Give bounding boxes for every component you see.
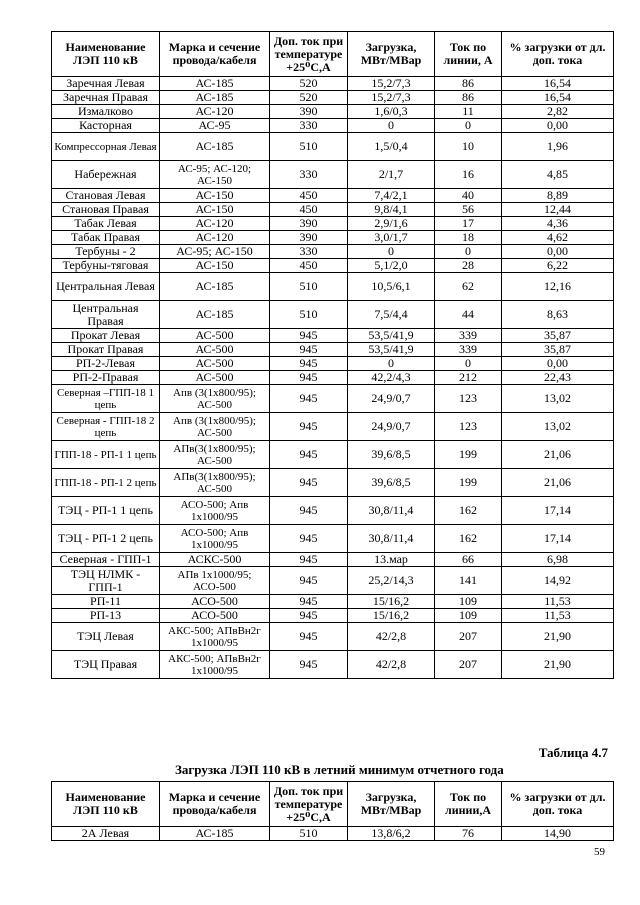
- cell-line-current: 162: [435, 497, 502, 525]
- cell-load: 5,1/2,0: [348, 259, 435, 273]
- cell-line-current: 0: [435, 119, 502, 133]
- cell-load-percent: 22,43: [502, 371, 614, 385]
- cell-allowed-current: 520: [270, 77, 348, 91]
- cell-name: Набережная: [52, 161, 160, 189]
- table-row: [52, 595, 614, 609]
- table-row: [52, 623, 614, 651]
- cell-wire: АС-500: [160, 343, 270, 357]
- cell-load: 24,9/0,7: [348, 385, 435, 413]
- table-row: [52, 301, 614, 329]
- cell-wire: АС-150: [160, 259, 270, 273]
- col-header-load: Загрузка, МВт/МВар: [348, 32, 435, 77]
- cell-wire: АС-150: [160, 189, 270, 203]
- table-row: [52, 357, 614, 371]
- cell-load-percent: 6,98: [502, 553, 614, 567]
- cell-name: Становая Правая: [52, 203, 160, 217]
- cell-load-percent: 35,87: [502, 329, 614, 343]
- cell-load: 30,8/11,4: [348, 525, 435, 553]
- cell-line-current: 141: [435, 567, 502, 595]
- cell-name: Прокат Левая: [52, 329, 160, 343]
- cell-name: Становая Левая: [52, 189, 160, 203]
- table-row: [52, 217, 614, 231]
- cell-allowed-current: 945: [270, 567, 348, 595]
- table-row: [52, 105, 614, 119]
- col-header-line-current: Ток по линии, А: [435, 32, 502, 77]
- table-row: [52, 231, 614, 245]
- cell-load-percent: 14,90: [502, 827, 614, 841]
- cell-load-percent: 2,82: [502, 105, 614, 119]
- cell-load-percent: 16,54: [502, 77, 614, 91]
- cell-line-current: 28: [435, 259, 502, 273]
- col-header-wire: Марка и сечение провода/кабеля: [160, 32, 270, 77]
- cell-line-current: 76: [435, 827, 502, 841]
- cell-wire: АСО-500; Апв 1х1000/95: [160, 525, 270, 553]
- cell-allowed-current: 390: [270, 231, 348, 245]
- cell-line-current: 44: [435, 301, 502, 329]
- cell-allowed-current: 945: [270, 329, 348, 343]
- table-row: [52, 119, 614, 133]
- cell-load-percent: 0,00: [502, 245, 614, 259]
- cell-load-percent: 16,54: [502, 91, 614, 105]
- cell-load: 13.мар: [348, 553, 435, 567]
- cell-load-percent: 1,96: [502, 133, 614, 161]
- cell-load-percent: 17,14: [502, 497, 614, 525]
- cell-load: 53,5/41,9: [348, 329, 435, 343]
- cell-allowed-current: 945: [270, 595, 348, 609]
- table-row: [52, 469, 614, 497]
- cell-load-percent: 6,22: [502, 259, 614, 273]
- cell-load-percent: 4,85: [502, 161, 614, 189]
- cell-wire: АСО-500: [160, 609, 270, 623]
- cell-load: 39,6/8,5: [348, 469, 435, 497]
- cell-wire: Апв (3(1х800/95); АС-500: [160, 385, 270, 413]
- cell-load: 0: [348, 119, 435, 133]
- table-row: [52, 553, 614, 567]
- cell-line-current: 11: [435, 105, 502, 119]
- cell-load: 25,2/14,3: [348, 567, 435, 595]
- cell-line-current: 62: [435, 273, 502, 301]
- cell-allowed-current: 510: [270, 827, 348, 841]
- cell-wire: АС-500: [160, 371, 270, 385]
- cell-allowed-current: 330: [270, 161, 348, 189]
- cell-allowed-current: 520: [270, 91, 348, 105]
- col-header-allowed-current: Доп. ток при температуре +25⁰С,А: [270, 782, 348, 827]
- cell-line-current: 10: [435, 133, 502, 161]
- table-title: Загрузка ЛЭП 110 кВ в летний минимум отчетного года: [175, 762, 504, 777]
- cell-allowed-current: 945: [270, 469, 348, 497]
- cell-allowed-current: 390: [270, 217, 348, 231]
- cell-name: 2А Левая: [52, 827, 160, 841]
- table-header-row: [52, 32, 614, 77]
- table-row: [52, 371, 614, 385]
- cell-name: Измалково: [52, 105, 160, 119]
- cell-load-percent: 13,02: [502, 385, 614, 413]
- cell-line-current: 123: [435, 413, 502, 441]
- table-row: [52, 827, 614, 841]
- cell-wire: АКС-500; АПвВн2г 1х1000/95: [160, 651, 270, 679]
- cell-load: 42/2,8: [348, 651, 435, 679]
- cell-wire: Апв (3(1х800/95); АС-500: [160, 413, 270, 441]
- cell-wire: АС-185: [160, 301, 270, 329]
- cell-name: ГПП-18 - РП-1 2 цепь: [52, 469, 160, 497]
- table-header-row: [52, 782, 614, 827]
- cell-load: 42,2/4,3: [348, 371, 435, 385]
- cell-line-current: 109: [435, 609, 502, 623]
- cell-load-percent: 4,36: [502, 217, 614, 231]
- cell-load-percent: 13,02: [502, 413, 614, 441]
- table-row: [52, 385, 614, 413]
- cell-load-percent: 21,90: [502, 623, 614, 651]
- cell-line-current: 162: [435, 525, 502, 553]
- cell-wire: АС-120: [160, 105, 270, 119]
- table-row: [52, 161, 614, 189]
- table-row: [52, 567, 614, 595]
- cell-load-percent: 35,87: [502, 343, 614, 357]
- col-header-load-percent: % загрузки от дл. доп. тока: [502, 32, 614, 77]
- cell-load-percent: 8,63: [502, 301, 614, 329]
- cell-line-current: 18: [435, 231, 502, 245]
- cell-name: Табак Правая: [52, 231, 160, 245]
- cell-line-current: 86: [435, 91, 502, 105]
- cell-allowed-current: 330: [270, 119, 348, 133]
- col-header-name: Наименование ЛЭП 110 кВ: [52, 782, 160, 827]
- cell-load: 0: [348, 245, 435, 259]
- table-row: [52, 343, 614, 357]
- cell-wire: АС-120: [160, 231, 270, 245]
- cell-wire: АС-185: [160, 91, 270, 105]
- cell-line-current: 16: [435, 161, 502, 189]
- cell-name: Центральная Левая: [52, 273, 160, 301]
- cell-allowed-current: 945: [270, 357, 348, 371]
- cell-wire: АПв 1х1000/95; АСО-500: [160, 567, 270, 595]
- cell-line-current: 207: [435, 623, 502, 651]
- cell-name: Компрессорная Левая: [52, 133, 160, 161]
- cell-line-current: 123: [435, 385, 502, 413]
- cell-wire: АПв(3(1х800/95); АС-500: [160, 469, 270, 497]
- cell-name: ТЭЦ Правая: [52, 651, 160, 679]
- cell-load: 53,5/41,9: [348, 343, 435, 357]
- cell-line-current: 339: [435, 343, 502, 357]
- cell-line-current: 0: [435, 357, 502, 371]
- cell-line-current: 17: [435, 217, 502, 231]
- table-row: [52, 77, 614, 91]
- cell-load: 1,5/0,4: [348, 133, 435, 161]
- cell-line-current: 199: [435, 469, 502, 497]
- cell-line-current: 199: [435, 441, 502, 469]
- table-label: Таблица 4.7: [538, 745, 608, 760]
- table-row: [52, 259, 614, 273]
- cell-wire: АС-185: [160, 827, 270, 841]
- cell-name: ТЭЦ - РП-1 2 цепь: [52, 525, 160, 553]
- cell-allowed-current: 945: [270, 609, 348, 623]
- col-header-line-current: Ток по линии,А: [435, 782, 502, 827]
- cell-name: Тербуны-тяговая: [52, 259, 160, 273]
- cell-line-current: 207: [435, 651, 502, 679]
- cell-name: Северная - ГПП-1: [52, 553, 160, 567]
- col-header-load: Загрузка, МВт/МВар: [348, 782, 435, 827]
- cell-wire: АС-185: [160, 77, 270, 91]
- cell-wire: АС-185: [160, 273, 270, 301]
- cell-allowed-current: 945: [270, 385, 348, 413]
- cell-name: Тербуны - 2: [52, 245, 160, 259]
- cell-line-current: 109: [435, 595, 502, 609]
- table-row: [52, 609, 614, 623]
- cell-name: ГПП-18 - РП-1 1 цепь: [52, 441, 160, 469]
- cell-load: 15/16,2: [348, 595, 435, 609]
- cell-load-percent: 8,89: [502, 189, 614, 203]
- cell-name: ТЭЦ - РП-1 1 цепь: [52, 497, 160, 525]
- cell-load: 9,8/4,1: [348, 203, 435, 217]
- cell-name: Заречная Левая: [52, 77, 160, 91]
- cell-load: 15,2/7,3: [348, 91, 435, 105]
- table-row: [52, 651, 614, 679]
- cell-allowed-current: 390: [270, 105, 348, 119]
- cell-load-percent: 21,90: [502, 651, 614, 679]
- table-row: [52, 497, 614, 525]
- cell-allowed-current: 945: [270, 623, 348, 651]
- cell-name: РП-2-Левая: [52, 357, 160, 371]
- cell-load-percent: 14,92: [502, 567, 614, 595]
- cell-wire: АСО-500; Апв 1х1000/95: [160, 497, 270, 525]
- cell-allowed-current: 510: [270, 301, 348, 329]
- cell-load-percent: 11,53: [502, 609, 614, 623]
- cell-wire: АС-95; АС-120; АС-150: [160, 161, 270, 189]
- cell-load: 15,2/7,3: [348, 77, 435, 91]
- table-row: [52, 441, 614, 469]
- cell-load-percent: 0,00: [502, 357, 614, 371]
- cell-load: 2,9/1,6: [348, 217, 435, 231]
- cell-line-current: 40: [435, 189, 502, 203]
- cell-wire: АСО-500: [160, 595, 270, 609]
- cell-allowed-current: 945: [270, 441, 348, 469]
- cell-allowed-current: 945: [270, 413, 348, 441]
- cell-name: РП-11: [52, 595, 160, 609]
- col-header-wire: Марка и сечение провода/кабеля: [160, 782, 270, 827]
- cell-wire: АПв(3(1х800/95); АС-500: [160, 441, 270, 469]
- cell-line-current: 86: [435, 77, 502, 91]
- load-table-summer: [51, 781, 614, 841]
- cell-wire: АС-95; АС-150: [160, 245, 270, 259]
- cell-load-percent: 11,53: [502, 595, 614, 609]
- cell-load-percent: 21,06: [502, 441, 614, 469]
- cell-allowed-current: 450: [270, 203, 348, 217]
- cell-wire: АС-150: [160, 203, 270, 217]
- cell-load: 24,9/0,7: [348, 413, 435, 441]
- cell-load: 7,4/2,1: [348, 189, 435, 203]
- cell-line-current: 0: [435, 245, 502, 259]
- table-row: [52, 245, 614, 259]
- cell-wire: АСКС-500: [160, 553, 270, 567]
- cell-allowed-current: 945: [270, 371, 348, 385]
- cell-allowed-current: 945: [270, 525, 348, 553]
- cell-load-percent: 12,16: [502, 273, 614, 301]
- table-row: [52, 273, 614, 301]
- cell-wire: АС-500: [160, 357, 270, 371]
- table-row: [52, 133, 614, 161]
- cell-load: 39,6/8,5: [348, 441, 435, 469]
- cell-load-percent: 17,14: [502, 525, 614, 553]
- cell-load: 30,8/11,4: [348, 497, 435, 525]
- col-header-name: Наименование ЛЭП 110 кВ: [52, 32, 160, 77]
- cell-load-percent: 4,62: [502, 231, 614, 245]
- cell-name: Табак Левая: [52, 217, 160, 231]
- cell-load: 15/16,2: [348, 609, 435, 623]
- cell-load: 7,5/4,4: [348, 301, 435, 329]
- cell-load-percent: 21,06: [502, 469, 614, 497]
- cell-allowed-current: 450: [270, 259, 348, 273]
- cell-allowed-current: 945: [270, 343, 348, 357]
- cell-name: Северная –ГПП-18 1 цепь: [52, 385, 160, 413]
- table-row: [52, 525, 614, 553]
- col-header-allowed-current: Доп. ток при температуре +25⁰С,А: [270, 32, 348, 77]
- cell-name: РП-2-Правая: [52, 371, 160, 385]
- cell-wire: АКС-500; АПвВн2г 1х1000/95: [160, 623, 270, 651]
- cell-line-current: 212: [435, 371, 502, 385]
- cell-load-percent: 12,44: [502, 203, 614, 217]
- cell-name: Заречная Правая: [52, 91, 160, 105]
- table-row: [52, 91, 614, 105]
- table-row: [52, 413, 614, 441]
- cell-name: ТЭЦ Левая: [52, 623, 160, 651]
- cell-name: Прокат Правая: [52, 343, 160, 357]
- cell-allowed-current: 945: [270, 497, 348, 525]
- cell-allowed-current: 945: [270, 553, 348, 567]
- cell-name: Касторная: [52, 119, 160, 133]
- cell-wire: АС-120: [160, 217, 270, 231]
- col-header-load-percent: % загрузки от дл. доп. тока: [502, 782, 614, 827]
- cell-load: 2/1,7: [348, 161, 435, 189]
- cell-name: Центральная Правая: [52, 301, 160, 329]
- cell-load: 42/2,8: [348, 623, 435, 651]
- cell-load: 1,6/0,3: [348, 105, 435, 119]
- table-row: [52, 329, 614, 343]
- cell-name: Северная - ГПП-18 2 цепь: [52, 413, 160, 441]
- cell-wire: АС-500: [160, 329, 270, 343]
- cell-allowed-current: 330: [270, 245, 348, 259]
- cell-name: ТЭЦ НЛМК - ГПП-1: [52, 567, 160, 595]
- cell-allowed-current: 510: [270, 273, 348, 301]
- cell-wire: АС-95: [160, 119, 270, 133]
- cell-allowed-current: 945: [270, 651, 348, 679]
- cell-load: 3,0/1,7: [348, 231, 435, 245]
- table-row: [52, 203, 614, 217]
- load-table-winter: [51, 31, 614, 679]
- cell-name: РП-13: [52, 609, 160, 623]
- cell-load: 13,8/6,2: [348, 827, 435, 841]
- cell-allowed-current: 450: [270, 189, 348, 203]
- cell-load: 0: [348, 357, 435, 371]
- cell-line-current: 56: [435, 203, 502, 217]
- page-number: 59: [594, 846, 605, 858]
- cell-load: 10,5/6,1: [348, 273, 435, 301]
- cell-line-current: 339: [435, 329, 502, 343]
- table-row: [52, 189, 614, 203]
- cell-line-current: 66: [435, 553, 502, 567]
- cell-allowed-current: 510: [270, 133, 348, 161]
- cell-wire: АС-185: [160, 133, 270, 161]
- cell-load-percent: 0,00: [502, 119, 614, 133]
